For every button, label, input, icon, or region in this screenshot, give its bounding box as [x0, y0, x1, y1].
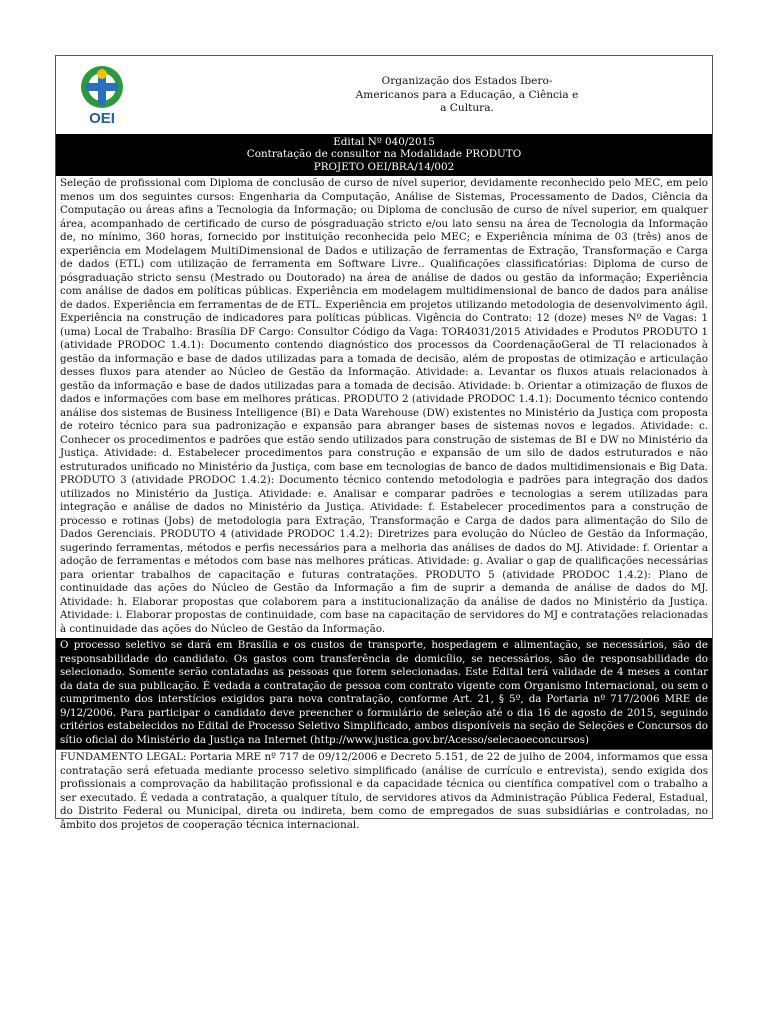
edital-document — [55, 55, 713, 831]
selection-process: O processo seletivo se dará em Brasília e os custos de transporte, hospedagem e alimentação, se necessários, são de responsabilidade do candidato. Os gastos com transferência de domicílio, se necessários, são de responsabilidade do selecionado. Somente serão contatadas as pessoas que forem selecionadas. Este Edital terá validade de 4 meses a contar da data de sua publicação. É vedada a contratação de pessoa com contrato vigente com Organismo Internacional, ou sem o cumprimento dos interstícios exigidos para nova contratação, conforme Art. 21, § 5º, da Portaria nº 717/2006 MRE de 9/12/2006. Para participar o candidato deve preencher o formulário de seleção até o dia 16 de agosto de 2015, seguindo critérios estabelecidos no Edital de Processo Seletivo Simplificado, ambos disponíveis na seção de Seleções e Concursos do sítio oficial do Ministério da Justiça na Internet (http://www.justica.gov.br/Acesso/selecaoeconcursos) — [56, 638, 712, 749]
title-banner — [56, 134, 712, 176]
document-header — [56, 56, 712, 134]
organization-name: Organização dos Estados Ibero-Americanos para a Educação, a Ciência e a Cultura. — [355, 75, 579, 114]
legal-basis: FUNDAMENTO LEGAL: Portaria MRE nº 717 de 09/12/2006 e Decreto 5.151, de 22 de julho de 2004, informamos que essa contratação será efetuada mediante processo seletivo simplificado (análise de currículo e entrevista), sendo exigida dos profissionais a comprovação da habilitação profissional e da capacidade técnica ou científica compatível com o trabalho a ser executado. É vedada a contratação, a qualquer título, de servidores ativos da Administração Pública Federal, Estadual, do Distrito Federal ou Municipal, direta ou indireta, bem como de empregados de suas subsidiárias e controladas, no âmbito dos projetos de cooperação técnica internacional. — [56, 749, 712, 834]
logo-text: OEI — [89, 110, 115, 127]
contract-modality: Contratação de consultor na Modalidade PRODUTO — [246, 148, 522, 161]
project-code: PROJETO OEI/BRA/14/002 — [313, 160, 455, 173]
edital-number: Edital Nº 040/2015 — [333, 136, 435, 148]
job-description: Seleção de profissional com Diploma de conclusão de curso de nível superior, devidamente reconhecido pelo MEC, em pelo menos um dos seguintes cursos: Engenharia da Computação, Análise de Sistemas, Processamento de Dados, Ciência da Computação ou áreas afins a Tecnologia da Informação; ou Diploma de conclusão de curso de nível superior, em qualquer área, acompanhado de certificado de curso de pósgraduação stricto e/ou lato sensu na área de Tecnologia da Informação de, no mínimo, 360 horas, fornecido por instituição reconhecida pelo MEC; e Experiência mínima de 03 (três) anos de experiência em Modelagem MultiDimensional de Dados e utilização de ferramentas de Extração, Transformação e Carga de dados (ETL) com utilização de ferramenta em Software Livre.. Qualificações classificatórias: Diploma de curso de pósgraduação stricto sensu (Mestrado ou Doutorado) na área de análise de dados ou gestão da informação; Experiência com análise de dados em políticas públicas. Experiência em modelagem multidimensional de banco de dados para análise de dados. Experiência em ferramentas de de ETL. Experiência em projetos utilizando metodologia de desenvolvimento ágil. Experiência na construção de indicadores para políticas públicas. Vigência do Contrato: 12 (doze) meses Nº de Vagas: 1 (uma) Local de Trabalho: Brasília DF Cargo: Consultor Código da Vaga: TOR4031/2015 Atividades e Produtos PRODUTO 1 (atividade PRODOC 1.4.1): Documento contendo diagnóstico dos processos da CoordenaçãoGeral de TI relacionados à gestão da informação e base de dados utilizadas para a tomada de decisão, além de propostas de otimização e articulação desses fluxos para atender ao Núcleo de Gestão da Informação. Atividade: a. Levantar os fluxos atuais relacionados à gestão da informação e base de dados utilizadas para a tomada de decisão. Atividade: b. Orientar a otimização de fluxos de dados e informações com base em melhores práticas. PRODUTO 2 (atividade PRODOC 1.4.1): Documento técnico contendo análise dos sistemas de Business Intelligence (BI) e Data Warehouse (DW) existentes no Ministério da Justiça com proposta de roteiro técnico para sua padronização e expansão para abranger bases de sistemas novos e legados. Atividade: c. Conhecer os procedimentos e padrões que estão sendo utilizados para construção de sistemas de BI e DW no Ministério da Justiça. Atividade: d. Estabelecer procedimentos para construção e expansão de um silo de dados estruturados e não estruturados unificado no Ministério da Justiça, com base em tecnologias de banco de dados multidimensionais e Big Data. PRODUTO 3 (atividade PRODOC 1.4.2): Documento técnico contendo metodologia e padrões para integração dos dados utilizados no Ministério da Justiça. Atividade: e. Analisar e comparar padrões e tecnologias a serem utilizadas para integração e análise de dados no Ministério da Justiça. Atividade: f. Estabelecer procedimentos para a construção de processo e rotinas (Jobs) de metodologia para Extração, Transformação e Carga de dados para alimentação do Silo de Dados Gerenciais. PRODUTO 4 (atividade PRODOC 1.4.2): Diretrizes para evolução do Núcleo de Gestão da Informação, sugerindo ferramentas, métodos e perfis necessários para a melhoria das análises de dados do MJ. Atividade: f. Orientar a adoção de ferramentas e métodos com base nas melhores práticas. Atividade: g. Avaliar o gap de qualificações necessárias para orientar trabalhos de capacitação e futuras contratações. PRODUTO 5 (atividade PRODOC 1.4.2): Plano de continuidade das ações do Núcleo de Gestão da Informação a fim de suprir a demanda de análise de dados do MJ. Atividade: h. Elaborar propostas que colaborem para a institucionalização da análise de dados no Ministério da Justiça. Atividade: i. Elaborar propostas de continuidade, com base na capacitação de servidores do MJ e contratações relacionadas à continuidade das ações do Núcleo de Gestão da Informação. — [60, 177, 708, 635]
oei-logo — [76, 63, 128, 127]
